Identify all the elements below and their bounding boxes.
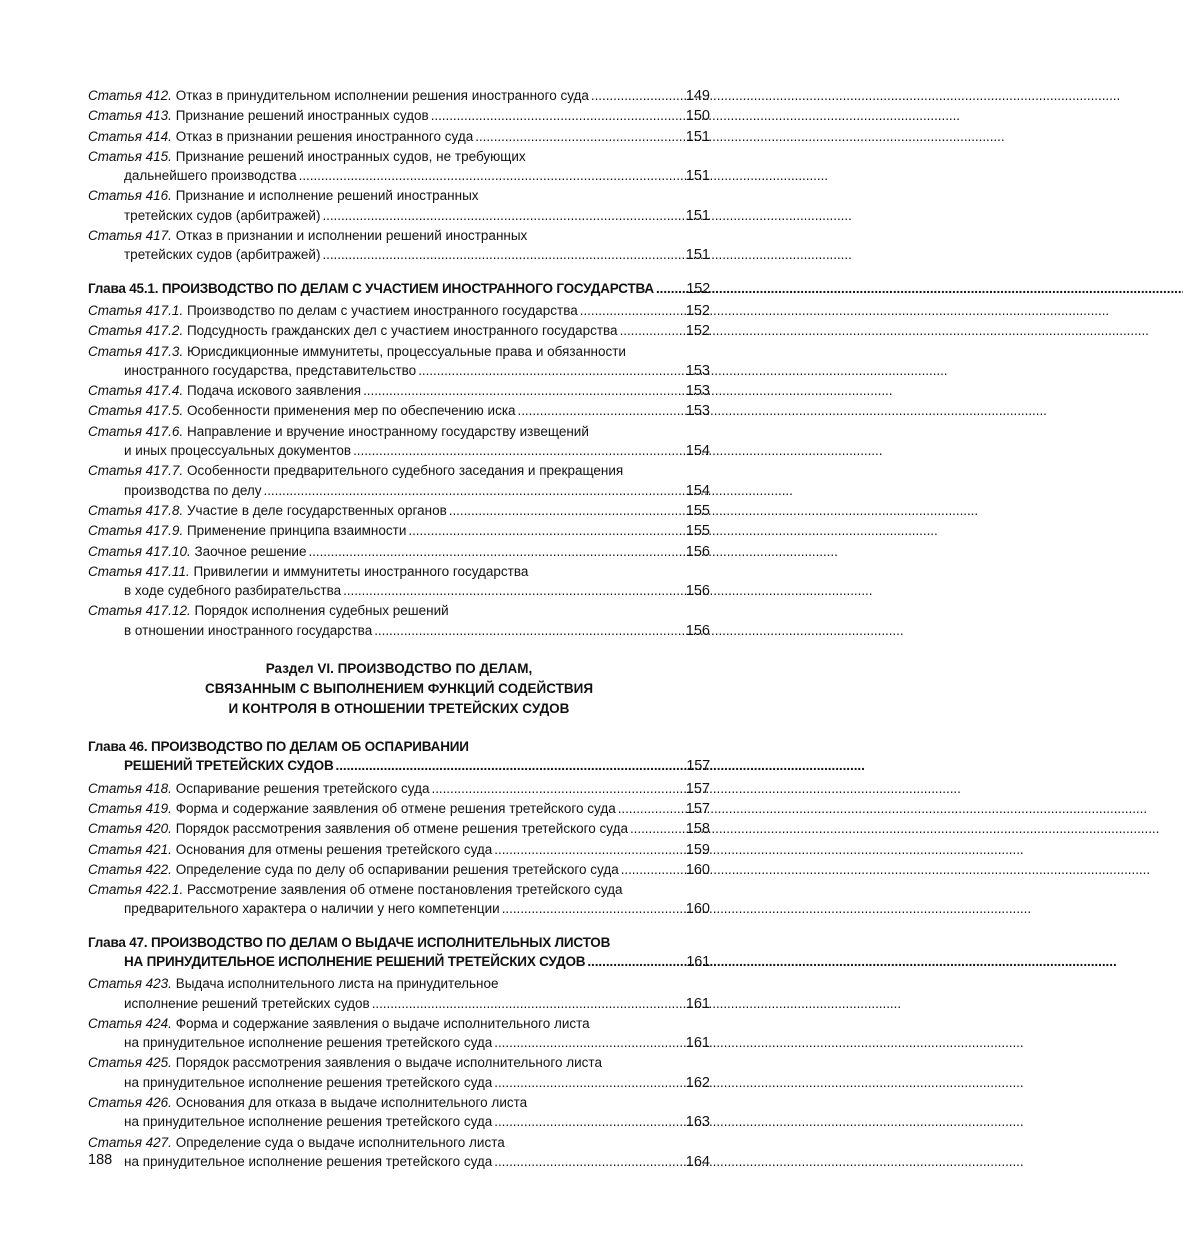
page-ref: 158 bbox=[685, 821, 710, 838]
page-ref: 155 bbox=[685, 523, 710, 540]
article-title: Основания для отказа в выдаче исполнительного листа bbox=[175, 1095, 528, 1111]
article-number: Статья 417.1. bbox=[88, 302, 184, 318]
article-title: Форма и содержание заявления о выдаче исполнительного листа bbox=[175, 1015, 590, 1031]
section-heading-vi[interactable] bbox=[88, 659, 710, 719]
toc-entry-417-6[interactable] bbox=[88, 422, 710, 462]
article-number: Статья 412. bbox=[88, 88, 172, 103]
dot-leader bbox=[630, 819, 683, 838]
page-ref: 150 bbox=[685, 108, 710, 125]
article-number: Статья 417.8. bbox=[88, 502, 184, 518]
article-number: Статья 415. bbox=[88, 148, 172, 164]
page-ref: 163 bbox=[685, 1114, 710, 1131]
page-ref: 152 bbox=[686, 280, 710, 297]
article-title: Оспаривание решения третейского суда bbox=[175, 780, 430, 796]
article-title: Участие в деле государственных органов bbox=[186, 502, 447, 518]
page-ref: 161 bbox=[686, 953, 710, 970]
article-title-continued: на принудительное исполнение решения третейского суда bbox=[124, 1035, 493, 1051]
dot-leader bbox=[336, 756, 684, 775]
article-title: Особенности предварительного судебного заседания и прекращения bbox=[186, 463, 624, 479]
toc-entry-414[interactable] bbox=[88, 127, 710, 147]
dot-leader bbox=[494, 1033, 683, 1052]
article-title: Отказ в признании и исполнении решений иностранных bbox=[175, 228, 528, 244]
dot-leader bbox=[494, 1073, 683, 1092]
articles-block-1 bbox=[88, 86, 710, 266]
article-title: Рассмотрение заявления об отмене постановления третейского суда bbox=[186, 882, 623, 898]
dot-leader bbox=[299, 166, 683, 185]
page-ref: 156 bbox=[685, 622, 710, 639]
table-of-contents bbox=[88, 86, 710, 1172]
page-ref: 152 bbox=[685, 302, 710, 319]
toc-chapter-46[interactable] bbox=[88, 737, 710, 777]
article-title: Основания для отмены решения третейского суда bbox=[175, 841, 493, 857]
article-title-continued: третейских судов (арбитражей) bbox=[124, 247, 321, 263]
article-title-continued: предварительного характера о наличии у него компетенции bbox=[124, 901, 500, 917]
page-ref: 154 bbox=[685, 443, 710, 460]
article-title: Порядок рассмотрения заявления об отмене решения третейского суда bbox=[175, 821, 628, 837]
page-ref: 164 bbox=[685, 1153, 710, 1170]
toc-entry-417-5[interactable] bbox=[88, 401, 710, 421]
toc-entry-417-7[interactable] bbox=[88, 461, 710, 501]
toc-entry-415[interactable] bbox=[88, 147, 710, 187]
page-ref: 153 bbox=[685, 403, 710, 420]
page-ref: 161 bbox=[685, 995, 710, 1012]
article-number: Статья 417.12. bbox=[88, 603, 191, 619]
article-title: Подача искового заявления bbox=[186, 383, 362, 399]
page-ref: 156 bbox=[685, 583, 710, 600]
article-title: Особенности применения мер по обеспечению иска bbox=[186, 403, 516, 419]
toc-entry-417-8[interactable] bbox=[88, 501, 710, 521]
page-ref: 159 bbox=[685, 841, 710, 858]
chapter-title: Глава 46. ПРОИЗВОДСТВО ПО ДЕЛАМ ОБ ОСПАРИВАНИИ bbox=[88, 739, 469, 755]
article-number: Статья 417. bbox=[88, 228, 172, 244]
article-number: Статья 426. bbox=[88, 1095, 172, 1111]
article-number: Статья 427. bbox=[88, 1134, 172, 1150]
article-number: Статья 424. bbox=[88, 1015, 172, 1031]
toc-entry-424[interactable] bbox=[88, 1014, 710, 1054]
articles-block-2 bbox=[88, 301, 710, 641]
dot-leader bbox=[372, 994, 683, 1013]
toc-entry-417-12[interactable] bbox=[88, 601, 710, 641]
dot-leader bbox=[620, 321, 683, 340]
article-number: Статья 423. bbox=[88, 976, 172, 992]
toc-entry-416[interactable] bbox=[88, 186, 710, 226]
page-ref: 160 bbox=[685, 901, 710, 918]
page-ref: 156 bbox=[685, 543, 710, 560]
page-ref: 151 bbox=[685, 128, 710, 145]
article-title: Порядок рассмотрения заявления о выдаче исполнительного листа bbox=[175, 1055, 602, 1071]
article-title-continued: исполнение решений третейских судов bbox=[124, 995, 370, 1011]
article-title: Подсудность гражданских дел с участием иностранного государства bbox=[186, 323, 618, 339]
section-heading-line: СВЯЗАННЫМ С ВЫПОЛНЕНИЕМ ФУНКЦИЙ СОДЕЙСТВИЯ bbox=[204, 681, 594, 697]
page-ref: 161 bbox=[685, 1035, 710, 1052]
article-number: Статья 417.2. bbox=[88, 323, 184, 339]
article-number: Статья 419. bbox=[88, 800, 172, 816]
article-title-continued: дальнейшего производства bbox=[124, 168, 297, 184]
toc-entry-422-1[interactable] bbox=[88, 880, 710, 920]
chapter-title-continued: НА ПРИНУДИТЕЛЬНОЕ ИСПОЛНЕНИЕ РЕШЕНИЙ ТРЕТЕЙСКИХ СУДОВ bbox=[124, 953, 586, 969]
article-number: Статья 422. bbox=[88, 861, 172, 877]
dot-leader bbox=[432, 779, 683, 798]
article-title: Юрисдикционные иммунитеты, процессуальные права и обязанности bbox=[186, 343, 626, 359]
toc-entry-421[interactable] bbox=[88, 840, 710, 860]
section-heading-line: И КОНТРОЛЯ В ОТНОШЕНИИ ТРЕТЕЙСКИХ СУДОВ bbox=[228, 701, 570, 717]
toc-entry-419[interactable] bbox=[88, 799, 710, 819]
dot-leader bbox=[353, 441, 683, 460]
toc-chapter-47[interactable] bbox=[88, 933, 710, 973]
toc-entry-423[interactable] bbox=[88, 974, 710, 1014]
chapter-title: Глава 47. ПРОИЗВОДСТВО ПО ДЕЛАМ О ВЫДАЧЕ ИСПОЛНИТЕЛЬНЫХ ЛИСТОВ bbox=[88, 934, 611, 950]
article-title: Привилегии и иммунитеты иностранного государства bbox=[193, 563, 529, 579]
article-title: Направление и вручение иностранному государству извещений bbox=[186, 423, 589, 439]
article-title: Признание решений иностранных судов, не требующих bbox=[175, 148, 526, 164]
article-title-continued: иностранного государства, представительство bbox=[124, 362, 417, 378]
article-number: Статья 417.11. bbox=[88, 563, 190, 579]
dot-leader bbox=[587, 952, 683, 971]
dot-leader bbox=[418, 361, 683, 380]
dot-leader bbox=[322, 206, 682, 225]
article-title-continued: третейских судов (арбитражей) bbox=[124, 207, 321, 223]
dot-leader bbox=[580, 301, 683, 320]
page-ref: 153 bbox=[685, 362, 710, 379]
toc-entry-422[interactable] bbox=[88, 860, 710, 880]
article-title: Определение суда о выдаче исполнительного листа bbox=[175, 1134, 505, 1150]
page-ref: 160 bbox=[685, 861, 710, 878]
page-ref: 157 bbox=[685, 780, 710, 797]
toc-entry-420[interactable] bbox=[88, 819, 710, 839]
page-ref: 157 bbox=[686, 758, 710, 775]
toc-entry-417-2[interactable] bbox=[88, 321, 710, 341]
dot-leader bbox=[374, 621, 683, 640]
toc-entry-425[interactable] bbox=[88, 1053, 710, 1093]
article-title: Порядок исполнения судебных решений bbox=[194, 603, 449, 619]
article-title: Форма и содержание заявления об отмене решения третейского суда bbox=[175, 800, 616, 816]
article-title: Определение суда по делу об оспаривании решения третейского суда bbox=[175, 861, 619, 877]
dot-leader bbox=[431, 106, 683, 125]
page-ref: 153 bbox=[685, 383, 710, 400]
article-title-continued: на принудительное исполнение решения третейского суда bbox=[124, 1114, 493, 1130]
page-number: 188 bbox=[88, 1152, 113, 1168]
toc-entry-417-11[interactable] bbox=[88, 562, 710, 602]
page-ref: 157 bbox=[685, 800, 710, 817]
dot-leader bbox=[494, 1152, 683, 1171]
article-title-continued: в отношении иностранного государства bbox=[124, 622, 373, 638]
toc-entry-412[interactable] bbox=[88, 86, 710, 106]
article-title: Производство по делам с участием иностранного государства bbox=[186, 302, 578, 318]
page-ref: 151 bbox=[685, 247, 710, 264]
page-ref: 152 bbox=[685, 323, 710, 340]
articles-block-3 bbox=[88, 779, 710, 920]
toc-entry-417-1[interactable] bbox=[88, 301, 710, 321]
toc-entry-426[interactable] bbox=[88, 1093, 710, 1133]
dot-leader bbox=[363, 381, 683, 400]
article-number: Статья 417.7. bbox=[88, 463, 184, 479]
dot-leader bbox=[308, 542, 682, 561]
dot-leader bbox=[591, 86, 683, 105]
article-title: Признание и исполнение решений иностранных bbox=[175, 188, 479, 204]
chapter-title-continued: РЕШЕНИЙ ТРЕТЕЙСКИХ СУДОВ bbox=[124, 758, 334, 774]
dot-leader bbox=[449, 501, 683, 520]
article-title: Выдача исполнительного листа на принудительное bbox=[175, 976, 499, 992]
article-number: Статья 425. bbox=[88, 1055, 172, 1071]
article-title: Заочное решение bbox=[194, 543, 307, 559]
toc-chapter-45-1[interactable] bbox=[88, 279, 710, 299]
article-title-continued: на принудительное исполнение решения третейского суда bbox=[124, 1074, 493, 1090]
articles-block-4 bbox=[88, 974, 710, 1172]
page-ref: 155 bbox=[685, 502, 710, 519]
article-title: Отказ в принудительном исполнении решения иностранного суда bbox=[175, 88, 589, 103]
dot-leader bbox=[264, 481, 683, 500]
page-ref: 154 bbox=[685, 482, 710, 499]
article-title: Применение принципа взаимности bbox=[186, 523, 407, 539]
toc-entry-417-4[interactable] bbox=[88, 381, 710, 401]
chapter-title: Глава 45.1. ПРОИЗВОДСТВО ПО ДЕЛАМ С УЧАСТИЕМ ИНОСТРАННОГО ГОСУДАРСТВА bbox=[88, 280, 654, 296]
dot-leader bbox=[475, 127, 683, 146]
toc-entry-417-9[interactable] bbox=[88, 521, 710, 541]
article-number: Статья 417.5. bbox=[88, 403, 184, 419]
toc-entry-417[interactable] bbox=[88, 226, 710, 266]
article-number: Статья 417.6. bbox=[88, 423, 184, 439]
article-number: Статья 422.1. bbox=[88, 882, 184, 898]
article-title: Признание решений иностранных судов bbox=[175, 108, 429, 124]
article-number: Статья 413. bbox=[88, 108, 172, 124]
dot-leader bbox=[343, 581, 683, 600]
dot-leader bbox=[518, 401, 683, 420]
dot-leader bbox=[502, 899, 683, 918]
toc-entry-427[interactable] bbox=[88, 1133, 710, 1173]
page-ref: 162 bbox=[685, 1074, 710, 1091]
article-number: Статья 417.4. bbox=[88, 383, 184, 399]
dot-leader bbox=[618, 799, 683, 818]
dot-leader bbox=[494, 840, 683, 859]
article-number: Статья 414. bbox=[88, 128, 172, 144]
article-number: Статья 417.9. bbox=[88, 523, 184, 539]
dot-leader bbox=[656, 279, 683, 298]
article-number: Статья 421. bbox=[88, 841, 172, 857]
dot-leader bbox=[322, 245, 682, 264]
dot-leader bbox=[408, 521, 682, 540]
article-number: Статья 417.10. bbox=[88, 543, 191, 559]
article-number: Статья 420. bbox=[88, 821, 172, 837]
article-title-continued: на принудительное исполнение решения третейского суда bbox=[124, 1153, 493, 1169]
article-number: Статья 416. bbox=[88, 188, 172, 204]
page-ref: 151 bbox=[685, 207, 710, 224]
article-title-continued: производства по делу bbox=[124, 482, 262, 498]
article-title: Отказ в признании решения иностранного суда bbox=[175, 128, 474, 144]
article-number: Статья 418. bbox=[88, 780, 172, 796]
dot-leader bbox=[494, 1112, 683, 1131]
article-number: Статья 417.3. bbox=[88, 343, 184, 359]
dot-leader bbox=[621, 860, 683, 879]
toc-entry-413[interactable] bbox=[88, 106, 710, 126]
toc-entry-418[interactable] bbox=[88, 779, 710, 799]
article-title-continued: в ходе судебного разбирательства bbox=[124, 583, 342, 599]
page-ref: 149 bbox=[685, 88, 710, 104]
toc-entry-417-10[interactable] bbox=[88, 542, 710, 562]
toc-entry-417-3[interactable] bbox=[88, 342, 710, 382]
article-title-continued: и иных процессуальных документов bbox=[124, 443, 352, 459]
section-heading-line: Раздел VI. ПРОИЗВОДСТВО ПО ДЕЛАМ, bbox=[265, 661, 533, 677]
page-ref: 151 bbox=[685, 168, 710, 185]
